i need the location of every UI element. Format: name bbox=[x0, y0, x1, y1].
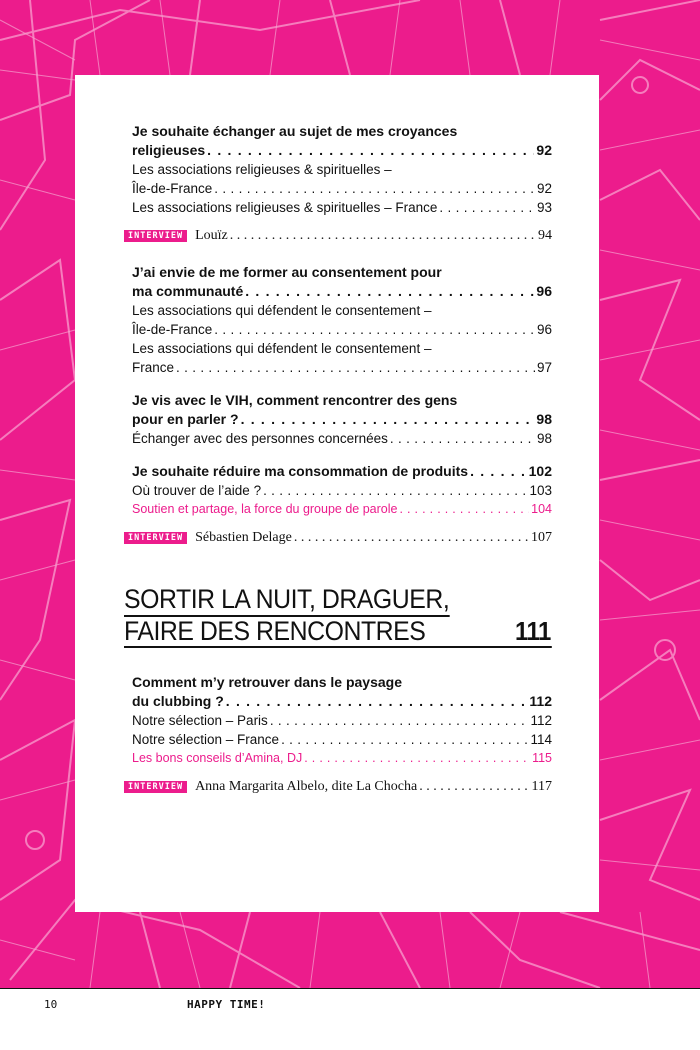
toc-item-line: Île-de-France bbox=[132, 181, 213, 196]
table-of-contents-panel bbox=[75, 75, 599, 912]
page-number: 97 bbox=[536, 360, 552, 375]
toc-heading-row[interactable] bbox=[132, 462, 552, 481]
page-number: 114 bbox=[530, 732, 552, 747]
toc-heading-line[interactable]: Comment m’y retrouver dans le paysage bbox=[132, 674, 402, 690]
toc-entry-consent bbox=[132, 263, 552, 377]
toc-item-row[interactable] bbox=[132, 179, 552, 198]
toc-item-line: Où trouver de l’aide ? bbox=[132, 483, 262, 498]
toc-heading-line: Je souhaite réduire ma consommation de produits bbox=[132, 463, 469, 479]
page-number: 112 bbox=[529, 693, 552, 709]
toc-item-row[interactable] bbox=[132, 198, 552, 217]
footer-book-title: HAPPY TIME! bbox=[187, 998, 266, 1011]
dot-leader bbox=[230, 226, 536, 245]
dot-leader bbox=[390, 429, 535, 448]
toc-item-row[interactable] bbox=[132, 730, 552, 749]
toc-item-line[interactable]: Les associations religieuses & spirituelles – bbox=[132, 162, 392, 177]
page-number: 96 bbox=[536, 283, 552, 299]
footer-page-number: 10 bbox=[44, 998, 58, 1011]
dot-leader bbox=[419, 777, 529, 796]
interview-name: Sébastien Delage bbox=[195, 530, 292, 545]
toc-entry-consumption bbox=[132, 462, 552, 519]
toc-item-line: Soutien et partage, la force du groupe de parole bbox=[132, 502, 398, 516]
toc-item-line: Notre sélection – France bbox=[132, 732, 280, 747]
toc-item-row[interactable] bbox=[132, 320, 552, 339]
dot-leader bbox=[263, 481, 527, 500]
dot-leader bbox=[399, 500, 529, 519]
interview-entry-louiz[interactable] bbox=[124, 226, 552, 245]
section-heading[interactable] bbox=[124, 583, 551, 647]
page-number: 92 bbox=[536, 142, 552, 158]
toc-item-row[interactable] bbox=[132, 481, 552, 500]
toc-item-row-highlight[interactable] bbox=[132, 749, 552, 768]
toc-heading-line[interactable]: Je souhaite échanger au sujet de mes croyances bbox=[132, 123, 458, 139]
section-title-line-2: FAIRE DES RENCONTRES bbox=[124, 616, 426, 646]
page-number: 107 bbox=[531, 530, 552, 545]
toc-entry-clubbing bbox=[132, 673, 552, 768]
toc-item-line: Notre sélection – Paris bbox=[132, 713, 268, 728]
toc-item-line[interactable]: Les associations qui défendent le consentement – bbox=[132, 303, 432, 318]
toc-heading-line: religieuses bbox=[132, 142, 206, 158]
dot-leader bbox=[245, 282, 534, 301]
page-number: 115 bbox=[532, 751, 552, 765]
interview-name: Anna Margarita Albelo, dite La Chocha bbox=[195, 779, 418, 794]
toc-heading-row[interactable] bbox=[132, 282, 552, 301]
toc-item-line[interactable]: Les associations qui défendent le consentement – bbox=[132, 341, 432, 356]
toc-entry-hiv bbox=[132, 391, 552, 448]
toc-item-row[interactable] bbox=[132, 429, 552, 448]
toc-item-row[interactable] bbox=[132, 358, 552, 377]
footer-rule bbox=[0, 988, 700, 989]
page-number: 102 bbox=[528, 463, 552, 479]
toc-item-line: Île-de-France bbox=[132, 322, 213, 337]
dot-leader bbox=[304, 749, 530, 768]
interview-tag: INTERVIEW bbox=[124, 230, 187, 242]
section-page-number: 111 bbox=[514, 616, 551, 646]
dot-leader bbox=[241, 410, 535, 429]
toc-heading-row[interactable] bbox=[132, 141, 552, 160]
interview-name: Louïz bbox=[195, 228, 228, 243]
page-number: 93 bbox=[536, 200, 552, 215]
interview-entry-sebastien[interactable] bbox=[124, 528, 552, 547]
toc-entry-religion bbox=[132, 122, 552, 217]
dot-leader bbox=[214, 320, 535, 339]
interview-tag: INTERVIEW bbox=[124, 781, 187, 793]
page-number: 92 bbox=[536, 181, 552, 196]
toc-heading-line: ma communauté bbox=[132, 283, 244, 299]
page-number: 98 bbox=[536, 431, 552, 446]
toc-heading-line: pour en parler ? bbox=[132, 411, 239, 427]
dot-leader bbox=[176, 358, 535, 377]
page-number: 112 bbox=[530, 713, 552, 728]
toc-heading-row[interactable] bbox=[132, 692, 552, 711]
toc-heading-line[interactable]: J’ai envie de me former au consentement pour bbox=[132, 264, 442, 280]
toc-heading-line[interactable]: Je vis avec le VIH, comment rencontrer des gens bbox=[132, 392, 458, 408]
toc-content bbox=[124, 122, 552, 814]
toc-item-line: Échanger avec des personnes concernées bbox=[132, 431, 388, 446]
page-number: 104 bbox=[531, 502, 552, 516]
dot-leader bbox=[270, 711, 529, 730]
dot-leader bbox=[214, 179, 535, 198]
dot-leader bbox=[226, 692, 528, 711]
toc-item-row-highlight[interactable] bbox=[132, 500, 552, 519]
section-underline bbox=[124, 646, 552, 648]
toc-heading-line: du clubbing ? bbox=[132, 693, 224, 709]
dot-leader bbox=[439, 198, 535, 217]
toc-heading-row[interactable] bbox=[132, 410, 552, 429]
toc-item-row[interactable] bbox=[132, 711, 552, 730]
page-number: 103 bbox=[529, 483, 552, 498]
dot-leader bbox=[207, 141, 534, 160]
toc-item-line: Les bons conseils d’Amina, DJ bbox=[132, 751, 303, 765]
page-number: 96 bbox=[536, 322, 552, 337]
page-number: 94 bbox=[538, 228, 552, 243]
dot-leader bbox=[281, 730, 528, 749]
page-number: 98 bbox=[536, 411, 552, 427]
interview-entry-anna[interactable] bbox=[124, 777, 552, 796]
dot-leader bbox=[470, 462, 527, 481]
interview-tag: INTERVIEW bbox=[124, 532, 187, 544]
toc-item-line: France bbox=[132, 360, 175, 375]
page-number: 117 bbox=[531, 779, 552, 794]
toc-item-line: Les associations religieuses & spirituelles – France bbox=[132, 200, 438, 215]
dot-leader bbox=[294, 528, 529, 547]
section-title-line-1: SORTIR LA NUIT, DRAGUER, bbox=[124, 583, 518, 615]
page-footer bbox=[0, 994, 700, 1016]
